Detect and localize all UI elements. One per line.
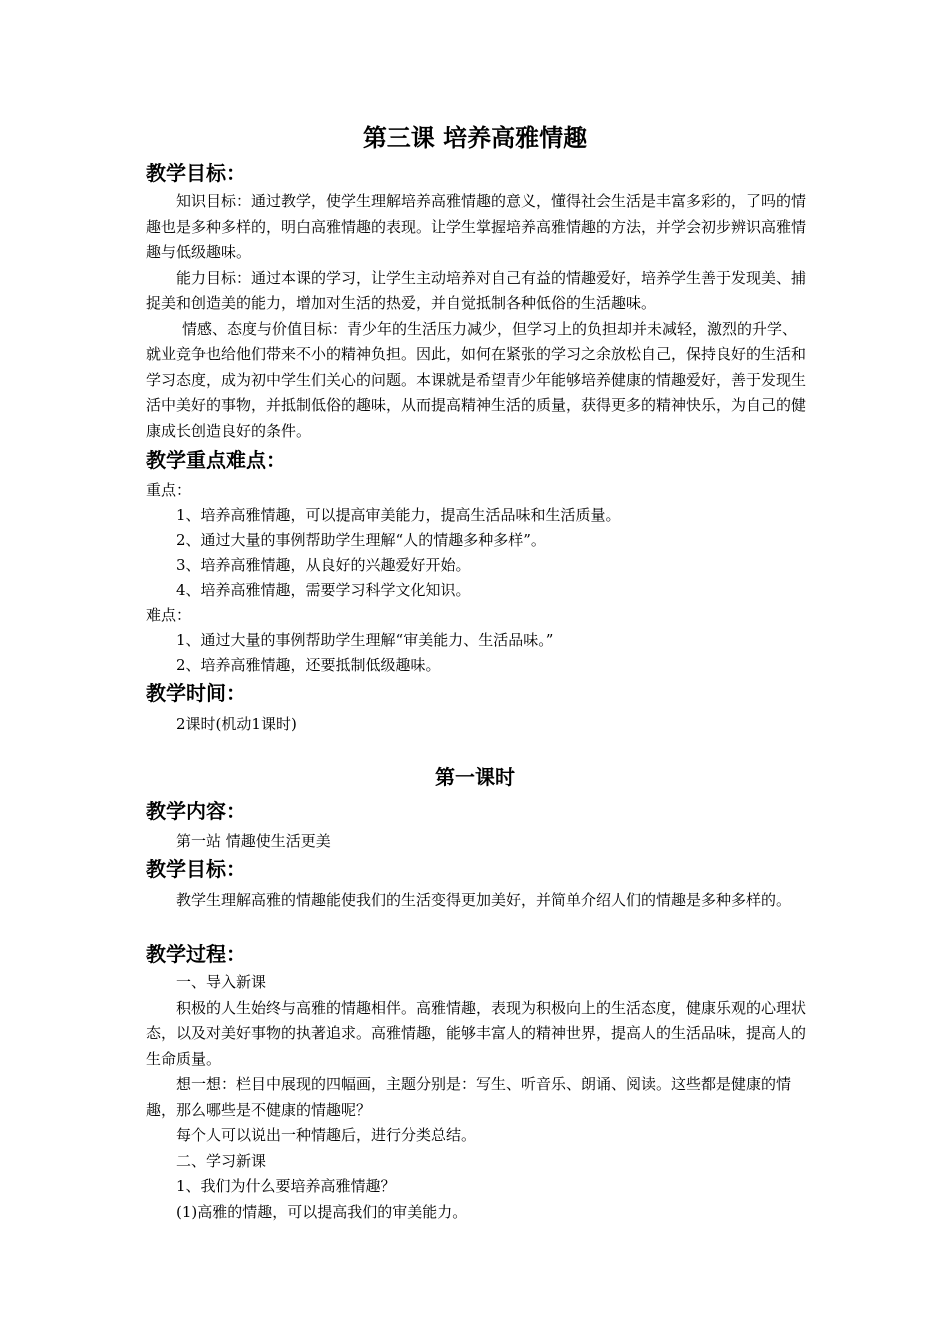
key-item: 2、通过大量的事例帮助学生理解“人的情趣多种多样”。 — [176, 531, 546, 549]
period-objective-body — [146, 888, 806, 914]
period-objective-heading: 教学目标： — [146, 857, 246, 881]
objectives-body — [146, 189, 806, 444]
objective-ability: 能力目标：通过本课的学习，让学生主动培养对自己有益的情趣爱好，培养学生善于发现美、捕捉美和创造美的能力，增加对生活的热爱，并自觉抵制各种低俗的生活趣味。 — [146, 268, 807, 312]
process-point: (1)高雅的情趣，可以提高我们的审美能力。 — [176, 1202, 468, 1221]
difficult-label: 难点： — [146, 606, 192, 624]
objectives-heading: 教学目标： — [146, 161, 246, 185]
time-heading: 教学时间： — [146, 681, 246, 705]
difficult-item: 2、培养高雅情趣，还要抵制低级趣味。 — [176, 656, 441, 674]
process-step: 二、学习新课 — [176, 1151, 267, 1170]
key-points-heading: 教学重点难点： — [146, 448, 286, 472]
process-question: 1、我们为什么要培养高雅情趣？ — [176, 1177, 396, 1195]
content-heading: 教学内容： — [146, 799, 246, 823]
objective-knowledge: 知识目标：通过教学，使学生理解培养高雅情趣的意义，懂得社会生活是丰富多彩的，了吗的情趣也是多种多样的，明白高雅情趣的表现。让学生掌握培养高雅情趣的方法，并学会初步辨识高雅情趣与低级趣味。 — [146, 192, 807, 261]
time-value: 2课时(机动1课时) — [176, 715, 297, 733]
objective-emotion: 情感、态度与价值目标：青少年的生活压力减少，但学习上的负担却并未减轻，激烈的升学、就业竞争也给他们带来不小的精神负担。因此，如何在紧张的学习之余放松自己，保持良好的生活和学习态度，成为初中学生们关心的问题。本课就是希望青少年能够培养健康的情趣爱好，善于发现生活中美好的事物，并抵制低俗的趣味，从而提高精神生活的质量，获得更多的精神快乐，为自己的健康成长创造良好的条件。 — [146, 319, 807, 440]
key-item: 1、培养高雅情趣，可以提高审美能力，提高生活品味和生活质量。 — [176, 506, 621, 524]
difficult-item: 1、通过大量的事例帮助学生理解“审美能力、生活品味。” — [176, 631, 554, 649]
process-paragraph: 想一想：栏目中展现的四幅画，主题分别是：写生、听音乐、朗诵、阅读。这些都是健康的情趣，那么哪些是不健康的情趣呢？ — [146, 1075, 792, 1119]
process-paragraph: 每个人可以说出一种情趣后，进行分类总结。 — [176, 1126, 477, 1144]
key-label: 重点： — [146, 481, 192, 499]
period-title: 第一课时 — [435, 765, 515, 789]
process-step: 一、导入新课 — [176, 973, 267, 991]
key-item: 3、培养高雅情趣，从良好的兴趣爱好开始。 — [176, 556, 471, 574]
process-body — [146, 970, 806, 1225]
process-heading: 教学过程： — [146, 942, 246, 966]
key-item: 4、培养高雅情趣，需要学习科学文化知识。 — [176, 581, 471, 599]
lesson-title: 第三课 培养高雅情趣 — [362, 123, 588, 152]
period-objective-text: 教学生理解高雅的情趣能使我们的生活变得更加美好，并简单介绍人们的情趣是多种多样的。 — [176, 891, 792, 909]
content-value: 第一站 情趣使生活更美 — [176, 832, 331, 850]
process-paragraph: 积极的人生始终与高雅的情趣相伴。高雅情趣，表现为积极向上的生活态度，健康乐观的心理状态，以及对美好事物的执著追求。高雅情趣，能够丰富人的精神世界，提高人的生活品味，提高人的生命质量。 — [146, 998, 807, 1068]
